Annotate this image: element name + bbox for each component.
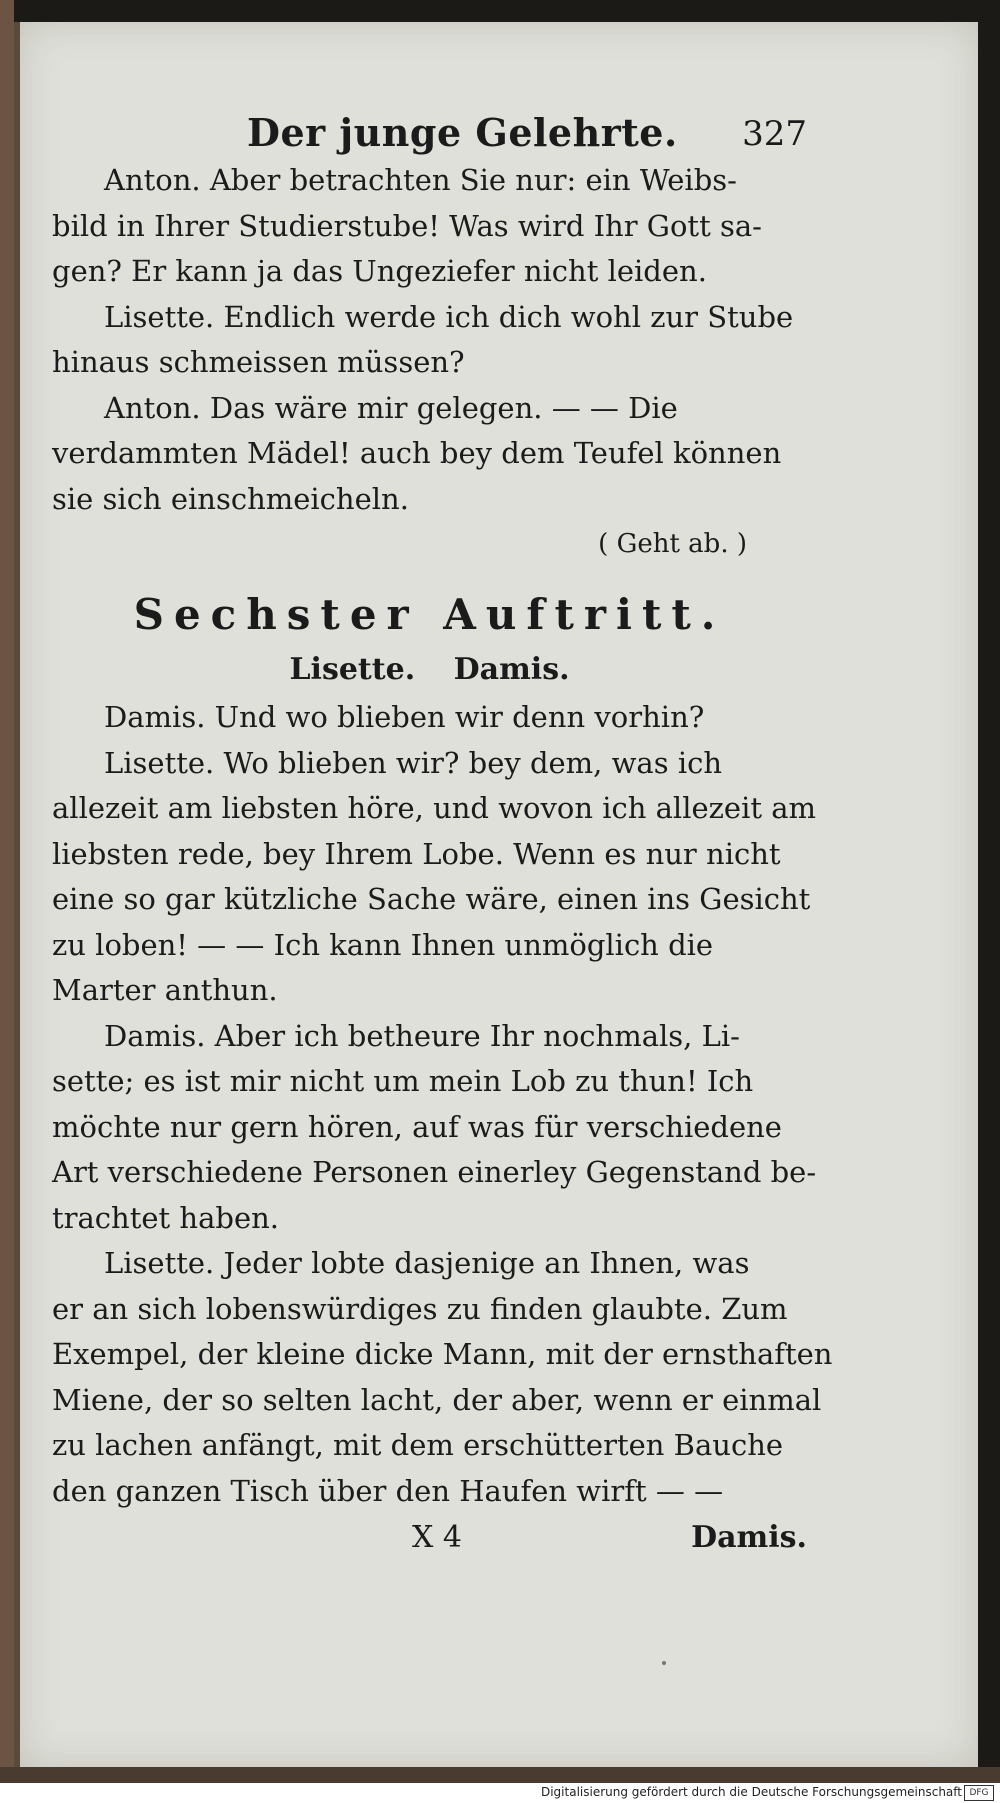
text-line: sette; es ist mir nicht um mein Lob zu thun! Ich (52, 1064, 754, 1098)
page-footer (52, 1514, 807, 1562)
text-line: Anton. Das wäre mir gelegen. — — Die (104, 390, 678, 425)
text-line: verdammten Mädel! auch bey dem Teufel können (52, 436, 782, 470)
text-line: möchte nur gern hören, auf was für verschiedene (52, 1109, 782, 1144)
text-line: Anton. Aber betrachten Sie nur: ein Weibs- (104, 163, 737, 197)
dfg-logo: DFG (964, 1785, 994, 1801)
text-line: liebsten rede, bey Ihrem Lobe. Wenn es nur nicht (52, 836, 781, 871)
paragraph-damis-2 (52, 1014, 817, 1242)
text-line: zu loben! — — Ich kann Ihnen unmöglich die (52, 927, 714, 962)
text-line: er an sich lobenswürdiges zu finden glaubte. Zum (52, 1291, 788, 1326)
text-line: Marter anthun. (52, 973, 278, 1007)
text-line: den ganzen Tisch über den Haufen wirft — — (52, 1473, 724, 1508)
page-bottom-edge (0, 1767, 1000, 1783)
text-line: Exempel, der kleine dicke Mann, mit der ernsthaften (52, 1337, 833, 1371)
paragraph-lisette-1 (52, 295, 807, 386)
paragraph-damis-1 (52, 695, 807, 741)
text-line: trachtet haben. (52, 1200, 280, 1235)
signature-mark: X 4 (412, 1520, 462, 1555)
scene-title: Sechster Auftritt. (133, 590, 726, 639)
text-line: eine so gar kützliche Sache wäre, einen ins Gesicht (52, 882, 811, 916)
text-line: Lisette. Jeder lobte dasjenige an Ihnen, was (104, 1246, 750, 1280)
page-number: 327 (742, 114, 807, 154)
stage-direction: ( Geht ab. ) (598, 529, 747, 559)
text-line: Lisette. Endlich werde ich dich wohl zur Stube (104, 299, 794, 334)
page-content (52, 110, 833, 1562)
text-line: bild in Ihrer Studierstube! Was wird Ihr Gott sa- (52, 208, 762, 243)
paragraph-lisette-3 (52, 1241, 833, 1514)
book-binding (0, 0, 14, 1803)
text-line: Miene, der so selten lacht, der aber, wenn er einmal (52, 1382, 822, 1417)
funding-note: Digitalisierung gefördert durch die Deutsche Forschungsgemeinschaft (540, 1785, 962, 1799)
paragraph-anton-2 (52, 386, 807, 523)
text-line: Damis. Und wo blieben wir denn vorhin? (104, 700, 705, 734)
text-line: Lisette. Wo blieben wir? bey dem, was ich (104, 745, 723, 780)
digitization-footer (0, 1783, 1000, 1803)
paragraph-anton-1 (52, 158, 807, 295)
page-header (52, 110, 807, 158)
catchword: Damis. (691, 1520, 807, 1555)
text-line: gen? Er kann ja das Ungeziefer nicht leiden. (52, 254, 707, 288)
paper-speck (662, 1661, 666, 1665)
text-line: sie sich einschmeicheln. (52, 481, 409, 516)
text-line: Art verschiedene Personen einerley Gegenstand be- (52, 1155, 817, 1189)
paragraph-lisette-2 (52, 741, 817, 1014)
running-head: Der junge Gelehrte. (247, 110, 678, 155)
text-line: allezeit am liebsten höre, und wovon ich allezeit am (52, 791, 817, 825)
text-line: hinaus schmeissen müssen? (52, 345, 465, 379)
text-line: zu lachen anfängt, mit dem erschütterten Bauche (52, 1428, 784, 1462)
text-line: Damis. Aber ich betheure Ihr nochmals, Li- (104, 1018, 740, 1053)
scene-cast: Lisette. Damis. (289, 652, 570, 687)
